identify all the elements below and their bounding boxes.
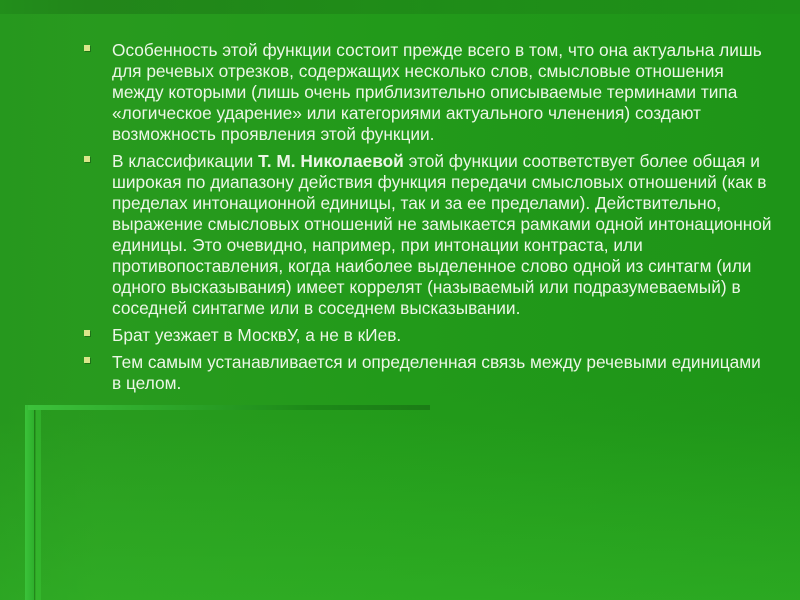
- list-item: [84, 352, 774, 394]
- item-text: Тем самым устанавливается и определенная связь между речевыми единицами в целом.: [112, 352, 761, 393]
- bullet-list: [84, 40, 774, 400]
- list-item: [84, 151, 774, 319]
- list-item: [84, 40, 774, 145]
- vertical-accent-bar: [25, 405, 34, 600]
- list-item: [84, 325, 774, 346]
- top-stripe: [0, 0, 800, 14]
- square-bullet-icon: [84, 357, 90, 363]
- vertical-accent-bar-inner: [36, 405, 41, 600]
- square-bullet-icon: [84, 330, 90, 336]
- horizontal-accent-bar: [28, 405, 430, 410]
- item-text: Брат уезжает в МосквУ, а не в кИев.: [112, 325, 402, 345]
- author-name: Т. М. Николаевой: [258, 151, 404, 171]
- item-text-after: этой функции соответствует более общая и широкая по диапазону действия функция передачи смысловых отношений (как в пределах интонационной единицы, так и за ее пределами). Действительно, выражение смысловых отношений не замыкается рамками одной интонационной единицы. Это очевидно, например, при интонации контраста, или противопоставления, когда наиболее выделенное слово одной из синтагм (или одного высказывания) имеет коррелят (называемый или подразумеваемый) в соседней синтагме или в соседнем высказывании.: [112, 151, 772, 318]
- item-text: Особенность этой функции состоит прежде всего в том, что она актуальна лишь для речевых отрезков, содержащих несколько слов, смысловые отношения между которыми (лишь очень приблизительно описываемые терминами типа «логическое ударение» или категориями актуального членения) создают возможность проявления этой функции.: [112, 40, 762, 144]
- item-text-before: В классификации: [112, 151, 259, 171]
- left-band: [0, 0, 95, 600]
- square-bullet-icon: [84, 156, 90, 162]
- square-bullet-icon: [84, 45, 90, 51]
- bottom-glow: [0, 420, 800, 600]
